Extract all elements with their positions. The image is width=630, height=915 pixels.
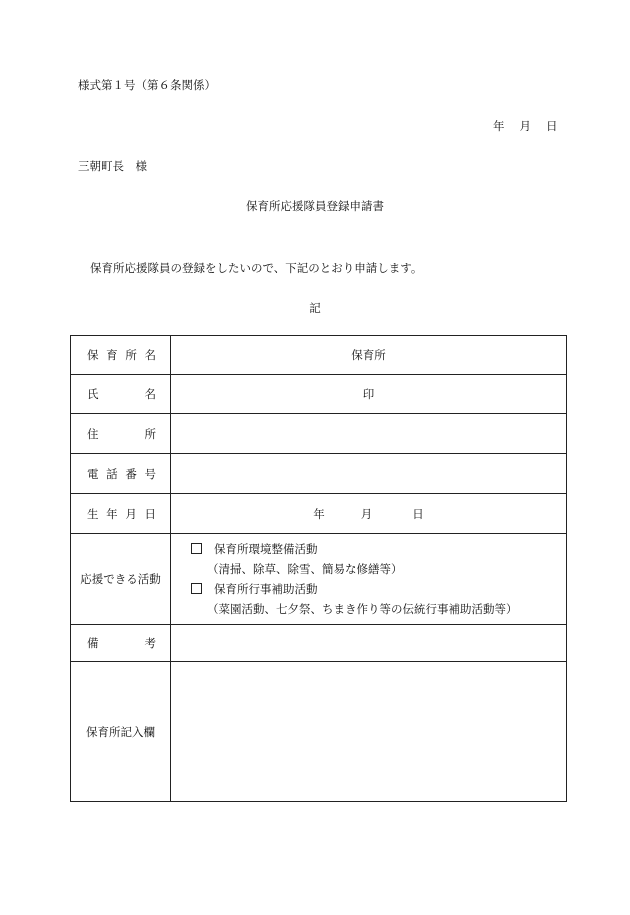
document-title: 保育所応援隊員登録申請書 <box>246 199 384 213</box>
nursery-field[interactable] <box>171 336 567 375</box>
activity-title: 保育所環境整備活動 <box>214 542 318 556</box>
label-char: 備 <box>87 636 99 650</box>
birth-field[interactable] <box>171 494 567 534</box>
label-char: 育 <box>106 348 118 362</box>
label-char: 所 <box>144 426 156 441</box>
label-char: 年 <box>106 506 118 521</box>
application-date <box>493 118 558 134</box>
checkbox-events[interactable] <box>191 583 202 594</box>
notes-field[interactable] <box>171 625 567 662</box>
label-char: 号 <box>144 466 156 481</box>
table-row-birth <box>71 494 567 534</box>
phone-label <box>71 454 171 494</box>
office-label: 保育所記入欄 <box>71 662 171 802</box>
activity-title: 保育所行事補助活動 <box>214 582 318 596</box>
activity-option <box>191 579 566 599</box>
seal-mark: 印 <box>362 387 375 401</box>
phone-field[interactable] <box>171 454 567 494</box>
label-char: 月 <box>125 506 137 521</box>
name-field[interactable] <box>171 375 567 414</box>
table-row-address <box>71 414 567 454</box>
birth-day-label: 日 <box>412 506 424 521</box>
address-label <box>71 414 171 454</box>
label-char: 考 <box>144 636 156 650</box>
ki-heading: 記 <box>309 301 321 315</box>
table-row-activities <box>71 534 567 625</box>
table-row-office <box>71 662 567 802</box>
label-char: 番 <box>125 466 137 481</box>
label-char: 電 <box>87 466 99 481</box>
office-field[interactable] <box>171 662 567 802</box>
notes-label <box>71 625 171 662</box>
date-day-label: 日 <box>546 119 558 133</box>
label-char: 所 <box>125 348 137 362</box>
birth-label <box>71 494 171 534</box>
birth-year-label: 年 <box>313 506 325 521</box>
application-form-table <box>70 335 567 802</box>
date-month-label: 月 <box>519 119 531 133</box>
nursery-value: 保育所 <box>351 348 386 362</box>
table-row-nursery <box>71 336 567 375</box>
table-row-phone <box>71 454 567 494</box>
label-char: 保 <box>87 348 99 362</box>
label-char: 名 <box>144 387 156 401</box>
activities-field <box>171 534 567 625</box>
activity-detail: （清掃、除草、除雪、簡易な修繕等） <box>207 562 403 576</box>
form-number: 様式第１号（第６条関係） <box>78 78 216 92</box>
nursery-label <box>71 336 171 375</box>
checkbox-environment[interactable] <box>191 543 202 554</box>
activities-label: 応援できる活動 <box>71 534 171 625</box>
table-row-notes <box>71 625 567 662</box>
addressee: 三朝町長 様 <box>78 159 147 173</box>
label-char: 名 <box>144 348 156 362</box>
intro-text: 保育所応援隊員の登録をしたいので、下記のとおり申請します。 <box>90 261 423 275</box>
date-year-label: 年 <box>493 119 505 133</box>
label-char: 話 <box>106 466 118 481</box>
label-char: 日 <box>144 506 156 521</box>
table-row-name <box>71 375 567 414</box>
label-char: 住 <box>87 426 99 441</box>
label-char: 氏 <box>87 387 99 401</box>
birth-month-label: 月 <box>360 506 373 521</box>
activity-option <box>191 539 566 559</box>
label-char: 生 <box>87 506 99 521</box>
activity-detail: （菜園活動、七夕祭、ちまき作り等の伝統行事補助活動等） <box>207 602 518 616</box>
address-field[interactable] <box>171 414 567 454</box>
name-label <box>71 375 171 414</box>
